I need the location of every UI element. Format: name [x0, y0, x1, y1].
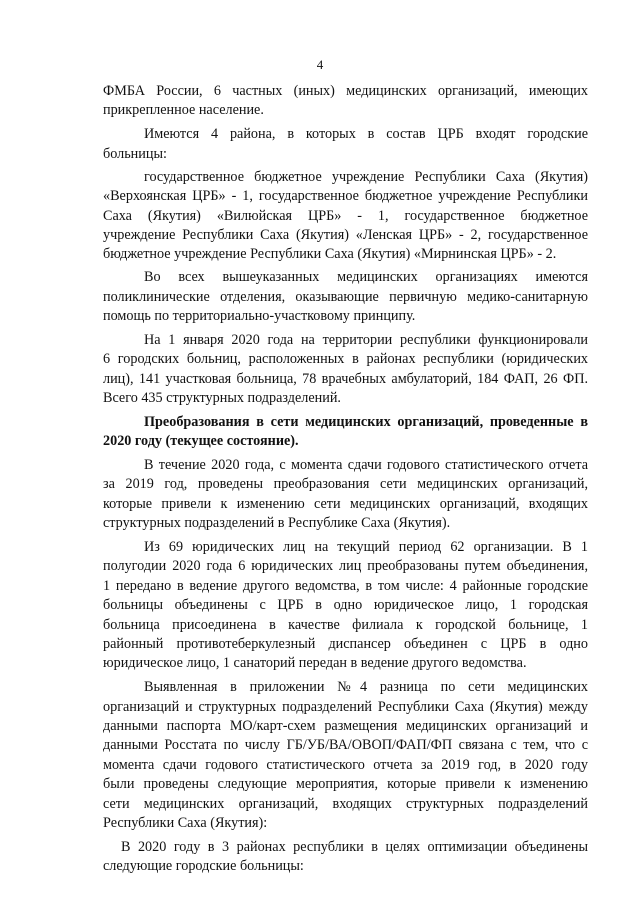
text-line: бюджетное учреждение Республики Саха (Якутия) «Мирнинская ЦРБ» - 2. — [103, 246, 557, 262]
text-line: Имеются 4 района, в которых в состав ЦРБ входят городские — [144, 126, 588, 142]
page-number: 4 — [316, 57, 324, 72]
text-line: районный противотеберкулезный диспансер объединен с ЦРБ в одно — [103, 636, 588, 652]
text-line: были проведены следующие мероприятия, которые привели к изменению — [103, 776, 588, 792]
text-line: Всего 435 структурных подразделений. — [103, 390, 341, 406]
text-line: лиц), 141 участковая больница, 78 врачебных амбулаторий, 184 ФАП, 26 ФП. — [103, 371, 588, 387]
section-heading: 2020 году (текущее состояние). — [103, 433, 299, 449]
text-line: за 2019 год, проведены преобразования сети медицинских организаций, — [103, 476, 588, 492]
text-line: следующие городские больницы: — [103, 858, 304, 874]
text-line: государственное бюджетное учреждение Республики Саха (Якутия) — [144, 169, 588, 185]
text-line: больницы объединены с ЦРБ в одно юридическое лицо, 1 городская — [103, 597, 588, 613]
text-line: организаций и структурных подразделений Республики Саха (Якутия) между — [103, 699, 588, 715]
text-line: прикрепленное население. — [103, 102, 264, 118]
text-line: сети медицинских организаций, входящих структурных подразделений — [103, 796, 588, 812]
text-line: которые привели к изменению сети медицинских организаций, входящих — [103, 496, 588, 512]
text-line: 1 передано в ведение другого ведомства, в том числе: 4 районные городские — [103, 578, 588, 594]
text-line: момента сдачи годового статистического отчета за 2019 год, в 2020 году — [103, 757, 588, 773]
text-line: больницы: — [103, 146, 167, 162]
text-line: учреждение Республики Саха (Якутия) «Ленская ЦРБ» - 2, государственное — [103, 227, 588, 243]
text-line: ФМБА России, 6 частных (иных) медицинских организаций, имеющих — [103, 83, 588, 99]
text-line: юридическое лицо, 1 санаторий передан в ведение другого ведомства. — [103, 655, 527, 671]
text-line: больница присоединена в качестве филиала к городской больнице, 1 — [103, 617, 588, 633]
text-line: полугодии 2020 года 6 юридических лиц преобразованы путем объединения, — [103, 558, 588, 574]
text-line: Во всех вышеуказанных медицинских организациях имеются — [144, 269, 588, 285]
text-line: Саха (Якутия) «Вилюйская ЦРБ» - 1, государственное бюджетное — [103, 208, 588, 224]
text-line: Из 69 юридических лиц на текущий период 62 организации. В 1 — [144, 539, 588, 555]
text-line: поликлинические отделения, оказывающие первичную медико-санитарную — [103, 289, 588, 305]
text-line: В течение 2020 года, с момента сдачи годового статистического отчета — [144, 457, 588, 473]
text-line: 6 городских больниц, расположенных в районах республики (юридических — [103, 351, 588, 367]
section-heading: Преобразования в сети медицинских организаций, проведенные в — [144, 414, 588, 430]
text-line: данными Росстата по числу ГБ/УБ/ВА/ОВОП/ФАП/ФП связана с тем, что с — [103, 737, 588, 753]
text-line: данными паспорта МО/карт-схем размещения медицинских организаций и — [103, 718, 588, 734]
text-line: Республики Саха (Якутия): — [103, 815, 268, 831]
text-line: помощь по территориально-участковому принципу. — [103, 308, 416, 324]
text-line: В 2020 году в 3 районах республики в целях оптимизации объединены — [121, 839, 588, 855]
text-line: Выявленная в приложении №4 разница по сети медицинских — [144, 679, 588, 695]
text-line: На 1 января 2020 года на территории республики функционировали — [144, 332, 588, 348]
text-line: структурных подразделений в Республике Саха (Якутия). — [103, 515, 451, 531]
text-line: «Верхоянская ЦРБ» - 1, государственное бюджетное учреждение Республики — [103, 188, 588, 204]
